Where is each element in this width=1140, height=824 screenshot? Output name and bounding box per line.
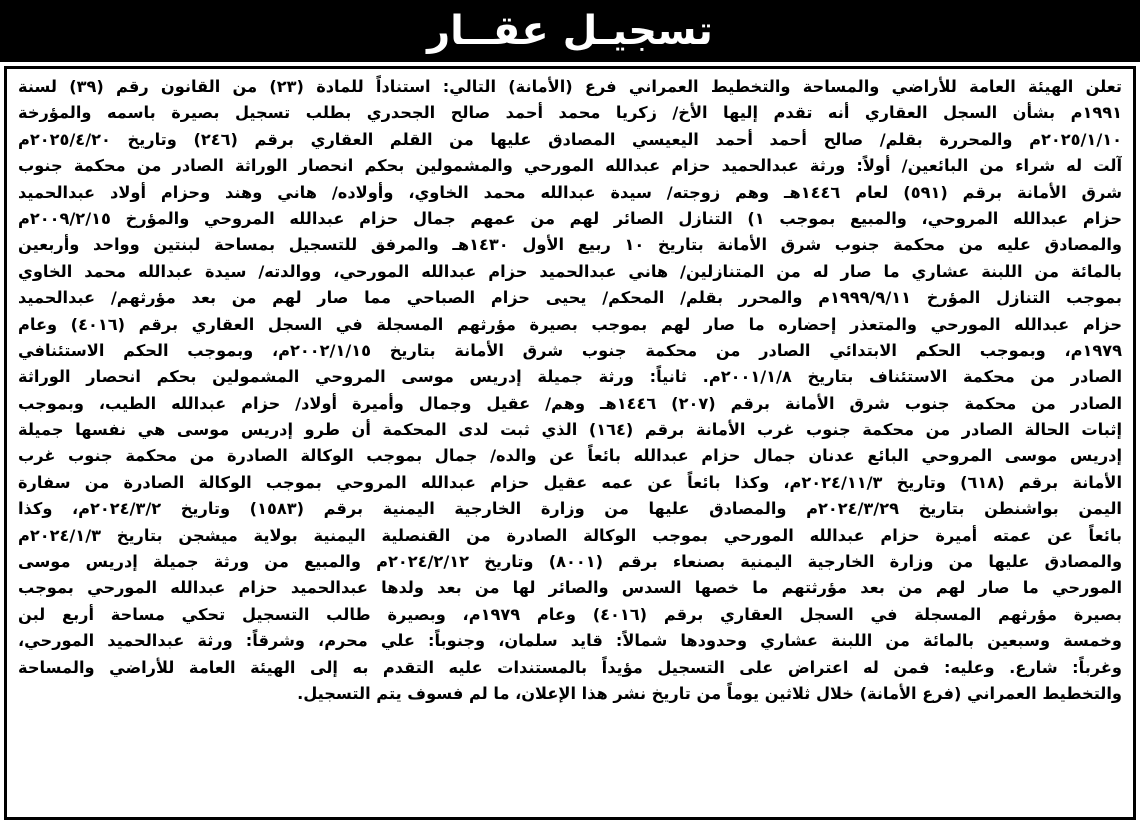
body-line: بموجب التنازل المؤرخ ١٩٩٩/٩/١١م والمحرر بقلم/ المحكم/ يحيى حزام الصباحي مما صار لهم من بعد مؤرثهم/ عبدالحميد <box>18 288 1122 308</box>
body-line: والمصادق عليها من وزارة الخارجية اليمنية بصنعاء برقم (٨٠٠١) وتاريخ ٢٠٢٤/٢/١٢م والمبيع من ورثة جميلة إدريس موسى <box>18 552 1122 572</box>
notice-body <box>18 74 1122 707</box>
body-line: الصادر من محكمة الاستئناف بتاريخ ٢٠٠١/١/٨م. ثانياً: ورثة جميلة إدريس موسى المروحي المشمولين بحكم انحصار الوراثة <box>18 367 1122 387</box>
body-line: آلت له شراء من البائعين/ أولاً: ورثة عبدالحميد حزام عبدالله المورحي والمشمولين بحكم انحصار الوراثة الصادر من محكمة جنوب <box>18 156 1122 176</box>
body-line: ١٩٧٩م، وبموجب الحكم الابتدائي الصادر من محكمة جنوب شرق الأمانة بتاريخ ٢٠٠٢/١/١٥م، وبموجب الحكم الاستئنافي <box>18 340 1122 360</box>
notice-title: تسجيـل عقــار <box>427 8 713 54</box>
body-line: بالمائة من اللبنة عشاري ما صار له من المتنازلين/ هاني عبدالحميد حزام عبدالله المورحي، ووالدته/ سيدة عبدالله محمد الخاوي <box>18 261 1122 281</box>
body-line: وخمسة وسبعين بالمائة من اللبنة عشاري وحدودها شمالاً: قايد سلمان، وجنوباً: علي محرم، وشرقاً: ورثة عبدالحميد المورحي، <box>18 631 1122 651</box>
body-line: المورحي ما صار لهم من بعد مؤرثتهم ما خصها السدس والصائر لها من بعد ولدها عبدالحميد حزام عبدالله المورحي بموجب <box>18 578 1122 598</box>
body-line: حزام عبدالله المروحي، والمبيع بموجب ١) التنازل الصائر لهم من عمهم جمال حزام عبدالله المروحي والمؤرخ ٢٠٠٩/٢/١٥م <box>18 208 1122 228</box>
body-line: ١٩٩١م بشأن السجل العقاري أنه تقدم إليها الأخ/ زكريا محمد أحمد صالح الجحدري بطلب تسجيل بصيرة باسمه والمؤرخة <box>18 103 1122 123</box>
body-line-last: والتخطيط العمراني (فرع الأمانة) خلال ثلاثين يوماً من تاريخ نشر هذا الإعلان، ما لم فسوف يتم التسجيل. <box>297 683 1122 703</box>
body-line: ٢٠٢٥/١/١٠م والمحررة بقلم/ صالح أحمد أحمد اليعيسي المصادق عليها من القلم العقاري برقم (٢٤٦) وتاريخ ٢٠٢٥/٤/٢٠م <box>18 129 1122 149</box>
body-line: إدريس موسى المروحي البائع عدنان جمال حزام عبدالله بائعاً عن والده/ جمال بموجب الوكالة الصادرة من محكمة جنوب غرب <box>18 446 1122 466</box>
body-line: الأمانة برقم (٦١٨) وتاريخ ٢٠٢٤/١١/٣م، وكذا بائعاً عن عمه عقيل حزام عبدالله المروحي بموجب الوكالة الصادرة من سفارة <box>18 472 1122 492</box>
body-line: اليمن بواشنطن بتاريخ ٢٠٢٤/٣/٢٩م والمصادق عليها من وزارة الخارجية اليمنية برقم (١٥٨٣) وتاريخ ٢٠٢٤/٣/٢م، وكذا <box>18 499 1122 519</box>
body-line: إثبات الحالة الصادر من محكمة جنوب غرب الأمانة برقم (١٦٤) الذي ثبت لدى المحكمة أن طرو إدريس موسى هي نفسها جميلة <box>18 420 1122 440</box>
body-line: بائعاً عن عمته أميرة حزام عبدالله المورحي بموجب الوكالة الصادرة من القنصلية اليمنية بولاية ميشجن بتاريخ ٢٠٢٤/١/٣م <box>18 525 1122 545</box>
body-line: بصيرة مؤرثهم المسجلة في السجل العقاري برقم (٤٠١٦) وعام ١٩٧٩م، وبصيرة طالب التسجيل تحكي مساحة أربع لبن <box>18 604 1122 624</box>
title-bar <box>0 0 1140 62</box>
body-line: شرق الأمانة برقم (٥٩١) لعام ١٤٤٦هـ وهم زوجته/ سيدة عبدالله محمد الخاوي، وأولاده/ هاني وهند وحزام أولاد عبدالحميد <box>18 182 1122 202</box>
body-line: والمصادق عليه من محكمة جنوب شرق الأمانة بتاريخ ١٠ ربيع الأول ١٤٣٠هـ والمرفق للتسجيل بمساحة لبنتين وواحد وأربعين <box>18 235 1122 255</box>
body-line: الصادر من محكمة جنوب شرق الأمانة برقم (٢٠٧) ١٤٤٦هـ وهم/ عقيل وجمال وأميرة أولاد/ حزام عبدالله الطيب، وبموجب <box>18 393 1122 413</box>
body-line: وغرباً: شارع. وعليه: فمن له اعتراض على التسجيل مؤيداً بالمستندات عليه التقدم به إلى الهيئة العامة للأراضي والمساحة <box>18 657 1122 677</box>
body-line: تعلن الهيئة العامة للأراضي والمساحة والتخطيط العمراني فرع (الأمانة) التالي: استناداً للمادة (٢٣) من القانون رقم (٣٩) لسنة <box>18 77 1122 96</box>
body-line: حزام عبدالله المورحي والمتعذر إحضاره ما صار لهم بموجب بصيرة مؤرثهم المسجلة في السجل العقاري برقم (٤٠١٦) وعام <box>18 314 1122 334</box>
